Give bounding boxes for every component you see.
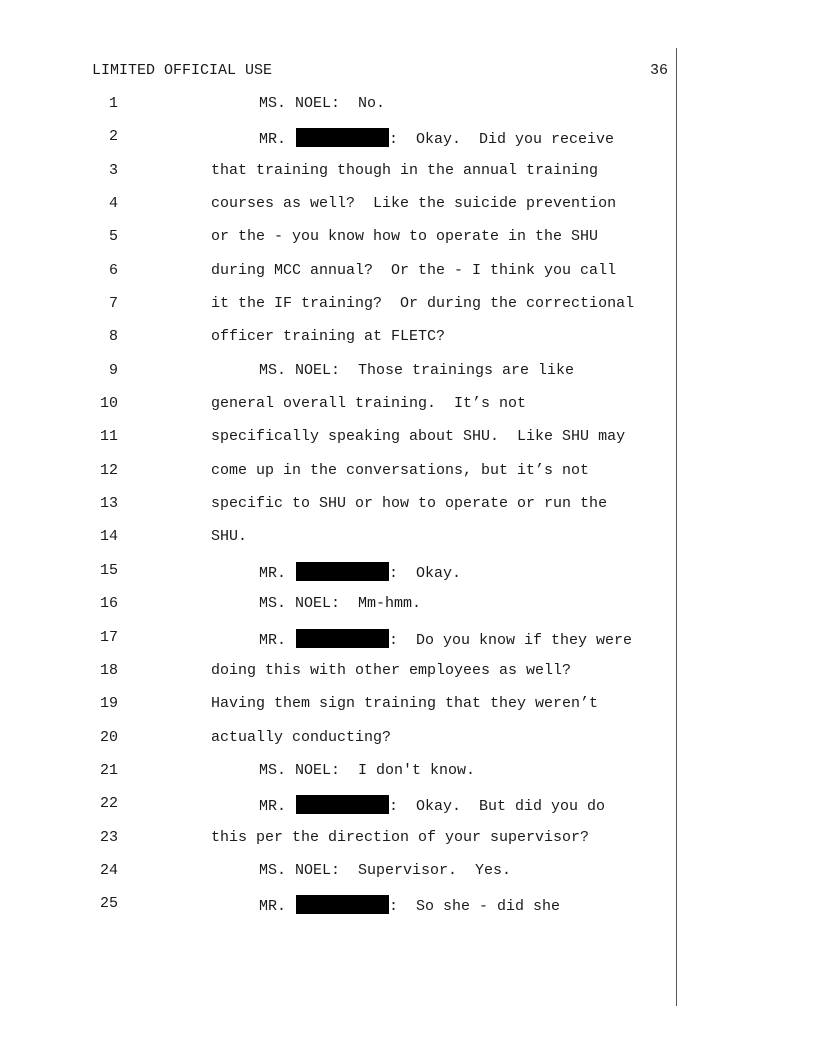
speaker-label: MR.	[259, 898, 287, 916]
line-body: : So she - did she	[389, 898, 561, 916]
transcript-line	[0, 795, 676, 828]
line-text	[259, 562, 461, 582]
line-text	[259, 895, 560, 915]
redaction-box	[296, 629, 389, 648]
line-body: : Okay. Did you receive	[389, 131, 615, 149]
line-number: 17	[99, 628, 118, 646]
transcript-line	[0, 395, 676, 428]
line-body: Supervisor. Yes.	[340, 861, 512, 879]
line-number: 11	[99, 428, 118, 446]
line-body: courses as well? Like the suicide prevention	[211, 195, 617, 213]
line-number: 7	[108, 295, 118, 313]
line-body: specifically speaking about SHU. Like SHU may	[211, 428, 626, 446]
line-number: 16	[99, 595, 118, 613]
line-number: 12	[99, 461, 118, 479]
line-body: or the - you know how to operate in the SHU	[211, 228, 599, 246]
page-number: 36	[649, 62, 668, 79]
transcript-line	[0, 362, 676, 395]
line-text	[259, 762, 475, 779]
line-number: 23	[99, 828, 118, 846]
line-body: general overall training. It’s not	[211, 395, 527, 413]
line-number: 2	[108, 128, 118, 146]
line-number: 20	[99, 728, 118, 746]
line-number: 14	[99, 528, 118, 546]
speaker-label: MR.	[259, 631, 287, 649]
line-number: 4	[108, 195, 118, 213]
transcript-line	[0, 295, 676, 328]
line-body: officer training at FLETC?	[211, 328, 446, 346]
transcript-line	[0, 328, 676, 361]
transcript-line	[0, 895, 676, 928]
transcript-line	[0, 128, 676, 161]
line-text	[211, 528, 247, 545]
line-number: 3	[108, 161, 118, 179]
speaker-label: MS. NOEL:	[259, 761, 341, 779]
redaction-box	[296, 895, 389, 914]
line-text	[211, 695, 598, 712]
line-number: 21	[99, 761, 118, 779]
line-body: doing this with other employees as well?	[211, 661, 572, 679]
transcript-line	[0, 195, 676, 228]
line-text	[259, 128, 614, 148]
transcript-line	[0, 462, 676, 495]
speaker-label: MS. NOEL:	[259, 361, 341, 379]
line-text	[211, 462, 589, 479]
redaction-box	[296, 562, 389, 581]
transcript-line	[0, 162, 676, 195]
transcript-line	[0, 95, 676, 128]
redaction-box	[296, 128, 389, 147]
speaker-label: MS. NOEL:	[259, 595, 341, 613]
transcript-line	[0, 528, 676, 561]
line-number: 24	[99, 861, 118, 879]
line-text	[211, 295, 634, 312]
transcript-line	[0, 262, 676, 295]
line-body: SHU.	[211, 528, 248, 546]
line-body: Mm-hmm.	[340, 595, 422, 613]
line-text	[211, 729, 391, 746]
line-body: : Okay. But did you do	[389, 798, 606, 816]
line-body: Having them sign training that they weren’t	[211, 695, 599, 713]
speaker-label: MS. NOEL:	[259, 95, 341, 112]
line-body: it the IF training? Or during the correctional	[211, 295, 635, 313]
transcript-line	[0, 862, 676, 895]
transcript-line	[0, 428, 676, 461]
speaker-label: MS. NOEL:	[259, 861, 341, 879]
transcript-line	[0, 729, 676, 762]
line-body: come up in the conversations, but it’s not	[211, 461, 590, 479]
line-text	[211, 162, 598, 179]
line-body: during MCC annual? Or the - I think you call	[211, 261, 617, 279]
transcript-lines	[0, 95, 676, 929]
line-text	[211, 262, 616, 279]
transcript-line	[0, 595, 676, 628]
transcript-line	[0, 228, 676, 261]
line-text	[259, 862, 511, 879]
line-number: 25	[99, 895, 118, 913]
line-number: 18	[99, 661, 118, 679]
line-text	[211, 195, 616, 212]
line-text	[211, 428, 625, 445]
line-number: 8	[108, 328, 118, 346]
line-body: : Do you know if they were	[389, 631, 633, 649]
line-text	[211, 228, 598, 245]
line-text	[259, 595, 421, 612]
line-text	[259, 629, 632, 649]
transcript-line	[0, 762, 676, 795]
transcript-line	[0, 829, 676, 862]
speaker-label: MR.	[259, 131, 287, 149]
line-body: this per the direction of your supervisor?	[211, 828, 590, 846]
transcript-line	[0, 662, 676, 695]
line-number: 6	[108, 261, 118, 279]
line-number: 13	[99, 495, 118, 513]
right-margin-rule	[676, 48, 677, 1006]
line-body: I don't know.	[340, 761, 476, 779]
line-number: 9	[108, 361, 118, 379]
redaction-box	[296, 795, 389, 814]
speaker-label: MR.	[259, 798, 287, 816]
transcript-line	[0, 629, 676, 662]
line-body: No.	[340, 95, 386, 112]
line-body: actually conducting?	[211, 728, 392, 746]
line-body: : Okay.	[389, 564, 462, 582]
line-body: that training though in the annual training	[211, 161, 599, 179]
line-text	[211, 829, 589, 846]
line-number: 1	[108, 95, 118, 112]
line-text	[211, 395, 526, 412]
transcript-line	[0, 695, 676, 728]
line-number: 5	[108, 228, 118, 246]
line-text	[259, 362, 574, 379]
speaker-label: MR.	[259, 564, 287, 582]
line-text	[211, 328, 445, 345]
line-number: 15	[99, 561, 118, 579]
line-number: 19	[99, 695, 118, 713]
line-body: specific to SHU or how to operate or run the	[211, 495, 608, 513]
line-body: Those trainings are like	[340, 361, 575, 379]
transcript-line	[0, 495, 676, 528]
transcript-line	[0, 562, 676, 595]
line-text	[259, 795, 605, 815]
line-number: 22	[99, 795, 118, 813]
line-text	[211, 662, 571, 679]
line-text	[211, 495, 607, 512]
line-number: 10	[99, 395, 118, 413]
line-text	[259, 95, 385, 112]
classification-header: LIMITED OFFICIAL USE	[92, 62, 273, 79]
